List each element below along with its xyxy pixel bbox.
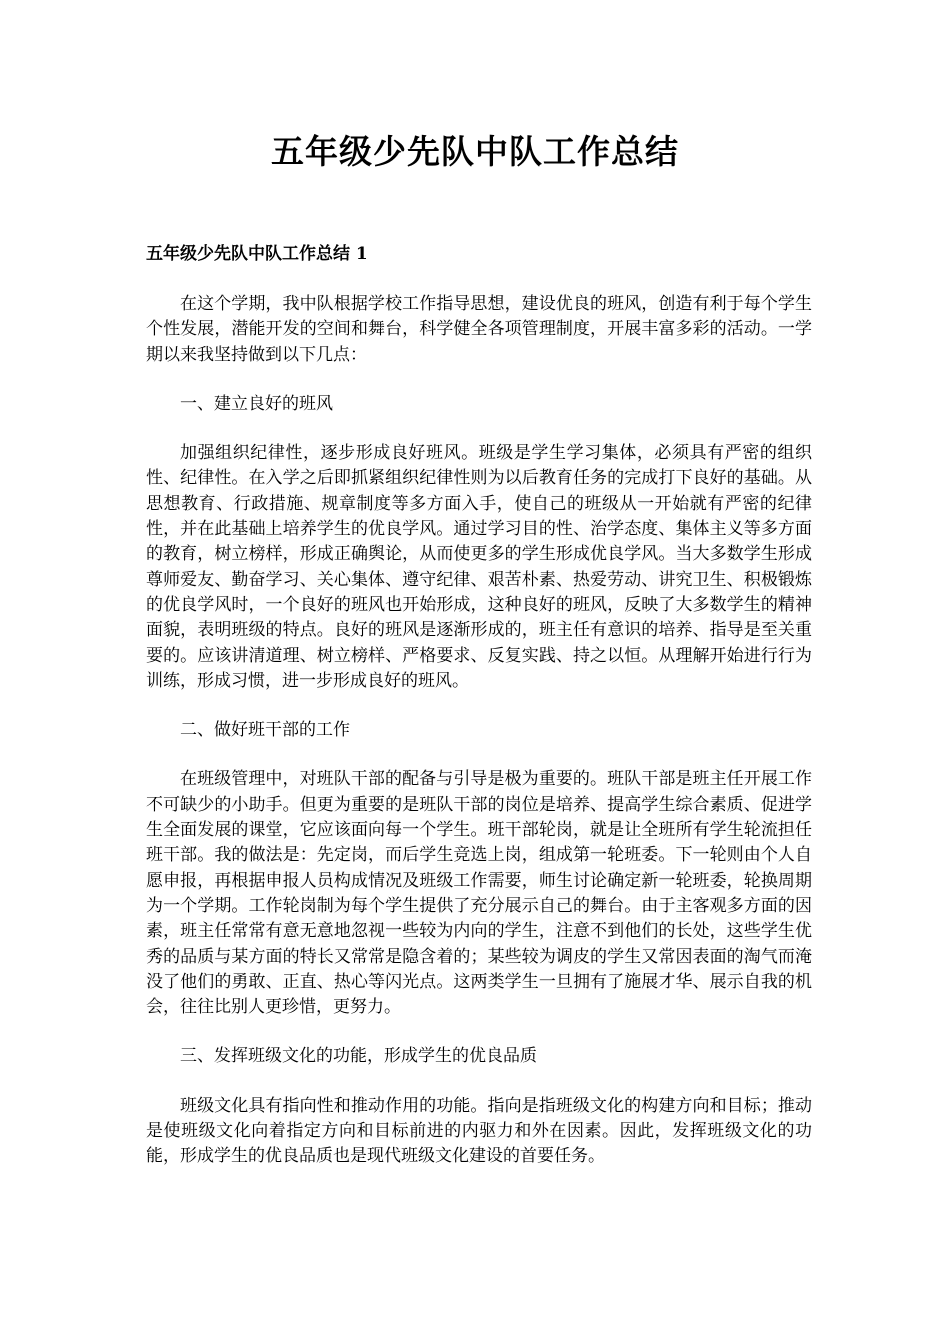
paragraph-class-style: 加强组织纪律性，逐步形成良好班风。班级是学生学习集体，必须具有严密的组织性、纪律性。在入学之后即抓紧组织纪律性则为以后教育任务的完成打下良好的基础。从思想教育、行政措施、规章制度等多方面入手，使自己的班级从一开始就有严密的纪律性，并在此基础上培养学生的优良学风。通过学习目的性、治学态度、集体主义等多方面的教育，树立榜样，形成正确舆论，从而使更多的学生形成优良学风。当大多数学生形成尊师爱友、勤奋学习、关心集体、遵守纪律、艰苦朴素、热爱劳动、讲究卫生、积极锻炼的优良学风时，一个良好的班风也开始形成，这种良好的班风，反映了大多数学生的精神面貌，表明班级的特点。良好的班风是逐渐形成的，班主任有意识的培养、指导是至关重要的。应该讲清道理、树立榜样、严格要求、反复实践、持之以恒。从理解开始进行行为训练，形成习惯，进一步形成良好的班风。 [146,443,812,691]
paragraph-class-culture: 班级文化具有指向性和推动作用的功能。指向是指班级文化的构建方向和目标；推动是使班级文化向着指定方向和目标前进的内驱力和外在因素。因此，发挥班级文化的功能，形成学生的优良品质也是现代班级文化建设的首要任务。 [146,1095,812,1167]
heading-class-cadres: 二、做好班干部的工作 [180,720,350,741]
document-title: 五年级少先队中队工作总结 [271,132,679,171]
section-title: 五年级少先队中队工作总结 1 [146,244,368,264]
paragraph-class-cadres: 在班级管理中，对班队干部的配备与引导是极为重要的。班队干部是班主任开展工作不可缺少的小助手。但更为重要的是班队干部的岗位是培养、提高学生综合素质、促进学生全面发展的课堂，它应该面向每一个学生。班干部轮岗，就是让全班所有学生轮流担任班干部。我的做法是：先定岗，而后学生竞选上岗，组成第一轮班委。下一轮则由个人自愿申报，再根据申报人员构成情况及班级工作需要，师生讨论确定新一轮班委，轮换周期为一个学期。工作轮岗制为每个学生提供了充分展示自己的舞台。由于主客观多方面的因素，班主任常常有意无意地忽视一些较为内向的学生，注意不到他们的长处，这些学生优秀的品质与某方面的特长又常常是隐含着的；某些较为调皮的学生又常因表面的淘气而淹没了他们的勇敢、正直、热心等闪光点。这两类学生一旦拥有了施展才华、展示自我的机会，往往比别人更珍惜，更努力。 [146,769,812,1018]
heading-class-culture: 三、发挥班级文化的功能，形成学生的优良品质 [180,1046,537,1067]
intro-paragraph: 在这个学期，我中队根据学校工作指导思想，建设优良的班风，创造有利于每个学生个性发展，潜能开发的空间和舞台，科学健全各项管理制度，开展丰富多彩的活动。一学期以来我坚持做到以下几点： [146,294,812,365]
heading-class-style: 一、建立良好的班风 [180,393,333,414]
document-body [146,240,812,1194]
